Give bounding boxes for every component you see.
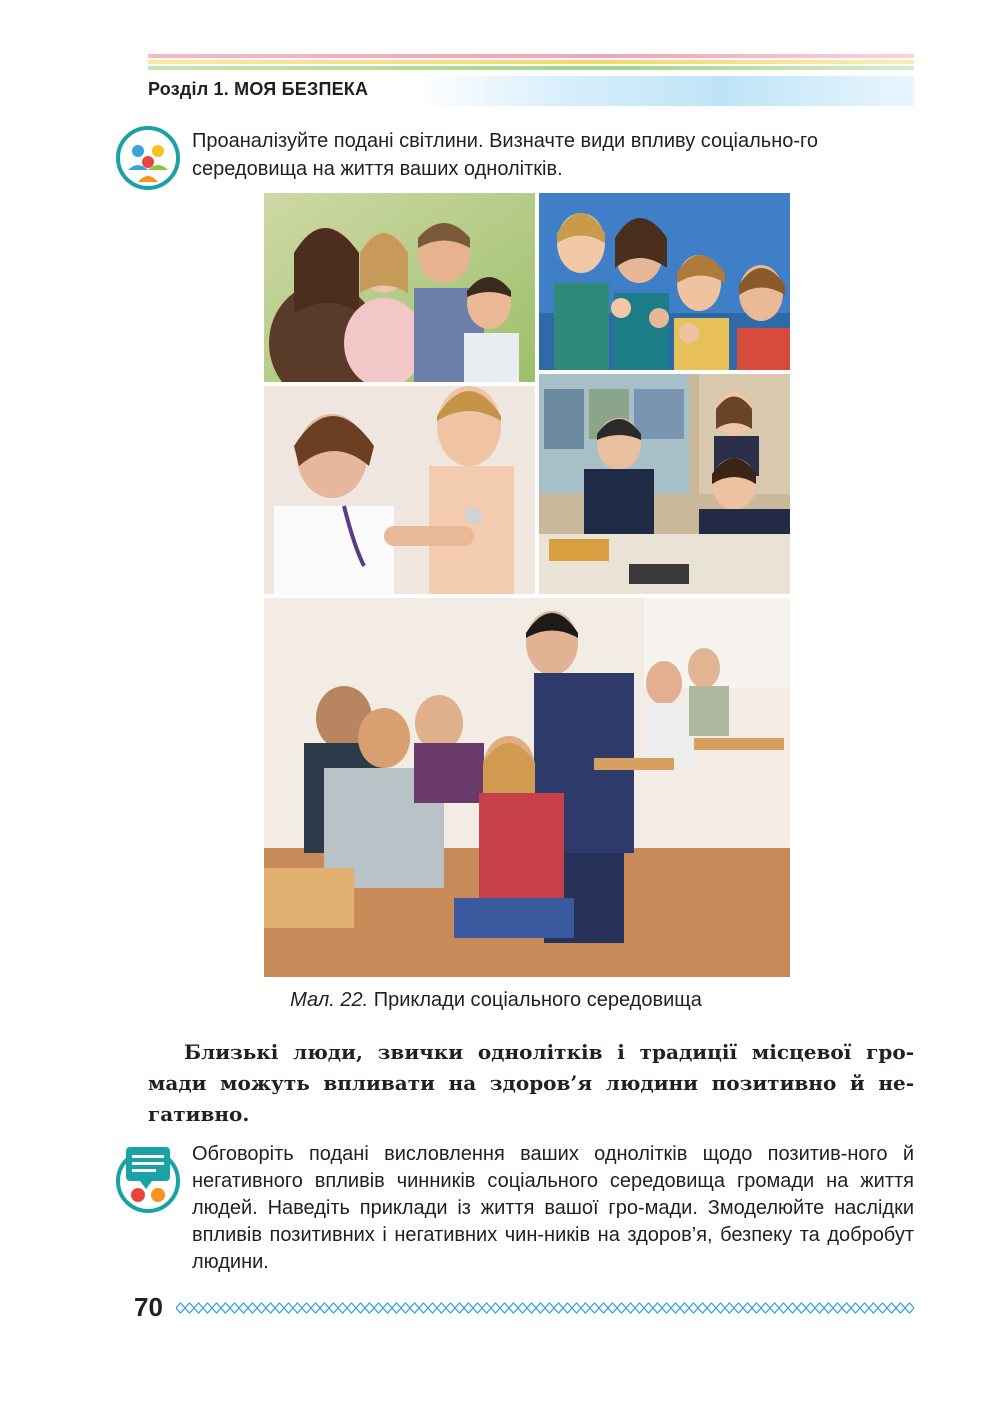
family-photo <box>264 193 535 382</box>
rule-text: Близькі люди, звички однолітків і традиції місцевої гро-мади можуть впливати на здоров’я людини позитивно й не-гативно. <box>148 1040 914 1126</box>
police-officer-classroom-photo <box>264 598 790 977</box>
group-discussion-icon <box>116 126 180 190</box>
page-number: 70 <box>134 1292 163 1322</box>
friends-thumbs-up-photo <box>539 193 790 370</box>
header-stripes <box>148 54 914 76</box>
figure-caption <box>0 989 992 1012</box>
chapter-title: Розділ 1. МОЯ БЕЗПЕКА <box>148 79 369 99</box>
discussion-icon <box>116 1143 180 1213</box>
classroom-students-photo <box>539 374 790 594</box>
photo-collage <box>264 193 790 977</box>
task-1-text: Проаналізуйте подані світлини. Визначте види впливу соціально-го середовища на життя ваших однолітків. <box>192 130 819 180</box>
footer-ornament <box>176 1300 914 1316</box>
task-2-text: Обговоріть подані висловлення ваших однолітків щодо позитив-ного й негативного впливів чинників соціального середовища громади на життя людей. Наведіть приклади із життя вашої гро-мади. Змоделюйте наслідки впливів позитивних і негативних чин-ників на здоров’я, безпеку та добробут людини. <box>192 1143 914 1273</box>
figure-label: Мал. 22. <box>290 989 369 1011</box>
doctor-checkup-photo <box>264 386 535 594</box>
figure-caption-text: Приклади соціального середовища <box>373 989 702 1011</box>
